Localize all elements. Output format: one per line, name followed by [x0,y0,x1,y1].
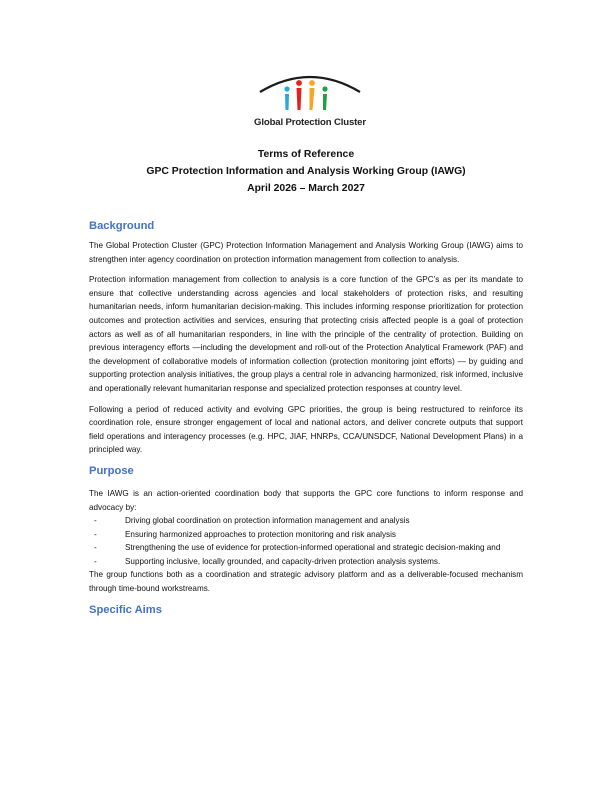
document-title: Terms of Reference [257,149,355,160]
background-paragraph: Protection information management from collection to analysis is a core function of the GPC’s as per its mandate to ensure that collective understanding across agencies and local stakeholders of protection risks, and resulting humanitarian needs, inform humanitarian decision-making. This includes informing response prioritization for protection outcomes and protection activities and services, ensuring that protecting crisis affected people is a goal of protection actors as well as of all humanitarian responders, in line with the principle of the centrality of protection. Building on previous interagency efforts —including the development and roll-out of the Protection Analytical Framework (PAF) and the development of collaborative models of information collection (protection monitoring joint efforts) — by guiding and supporting protection analysis initiatives, the group plays a central role in advancing harmonized, risk informed, inclusive and operationally relevant humanitarian response and specialized protection responses at country level. [89,275,523,393]
document-title-block [0,146,612,197]
background-paragraph: Following a period of reduced activity and evolving GPC priorities, the group is being restructured to reinforce its coordination role, ensure stronger engagement of local and national actors, and deliver concrete outputs that support field operations and interagency processes (e.g. HPC, JIAF, HNRPs, CCA/UNSDCF, National Development Plans) in a principled way. [89,404,523,455]
list-item [89,514,523,528]
list-item-text: Supporting inclusive, locally grounded, and capacity-driven protection analysis systems. [125,556,441,566]
dash-bullet-icon: - [94,543,97,553]
list-item-text: Ensuring harmonized approaches to protection monitoring and risk analysis [125,529,396,539]
section-heading-background: Background [89,220,155,232]
document-period: April 2026 – March 2027 [247,183,365,194]
section-purpose [89,463,523,596]
purpose-bullet-list [89,514,523,568]
section-heading-specific-aims: Specific Aims [89,603,162,616]
gpc-logo [254,70,366,132]
section-specific-aims [89,602,523,618]
dash-bullet-icon: - [94,556,97,566]
list-item [89,541,523,555]
gpc-people-arc-icon [254,70,366,118]
dash-bullet-icon: - [94,529,97,539]
list-item-text: Strengthening the use of evidence for protection-informed operational and strategic decision-making and [125,543,501,553]
logo-org-name: Global Protection Cluster [254,117,366,128]
list-item [89,555,523,569]
section-background [89,218,523,457]
section-heading-purpose: Purpose [89,464,134,477]
purpose-closing: The group functions both as a coordination and strategic advisory platform and as a deliverable-focused mechanism through time-bound workstreams. [89,570,523,594]
background-paragraph: The Global Protection Cluster (GPC) Protection Information Management and Analysis Working Group (IAWG) aims to strengthen inter agency coordination on protection information management from collection to analysis. [89,241,523,264]
list-item-text: Driving global coordination on protection information management and analysis [125,516,410,526]
list-item [89,528,523,542]
document-body [89,218,523,618]
dash-bullet-icon: - [94,516,97,526]
document-subtitle: GPC Protection Information and Analysis Working Group (IAWG) [146,166,466,177]
purpose-intro: The IAWG is an action-oriented coordination body that supports the GPC core functions to inform response and advocacy by: [89,488,523,512]
